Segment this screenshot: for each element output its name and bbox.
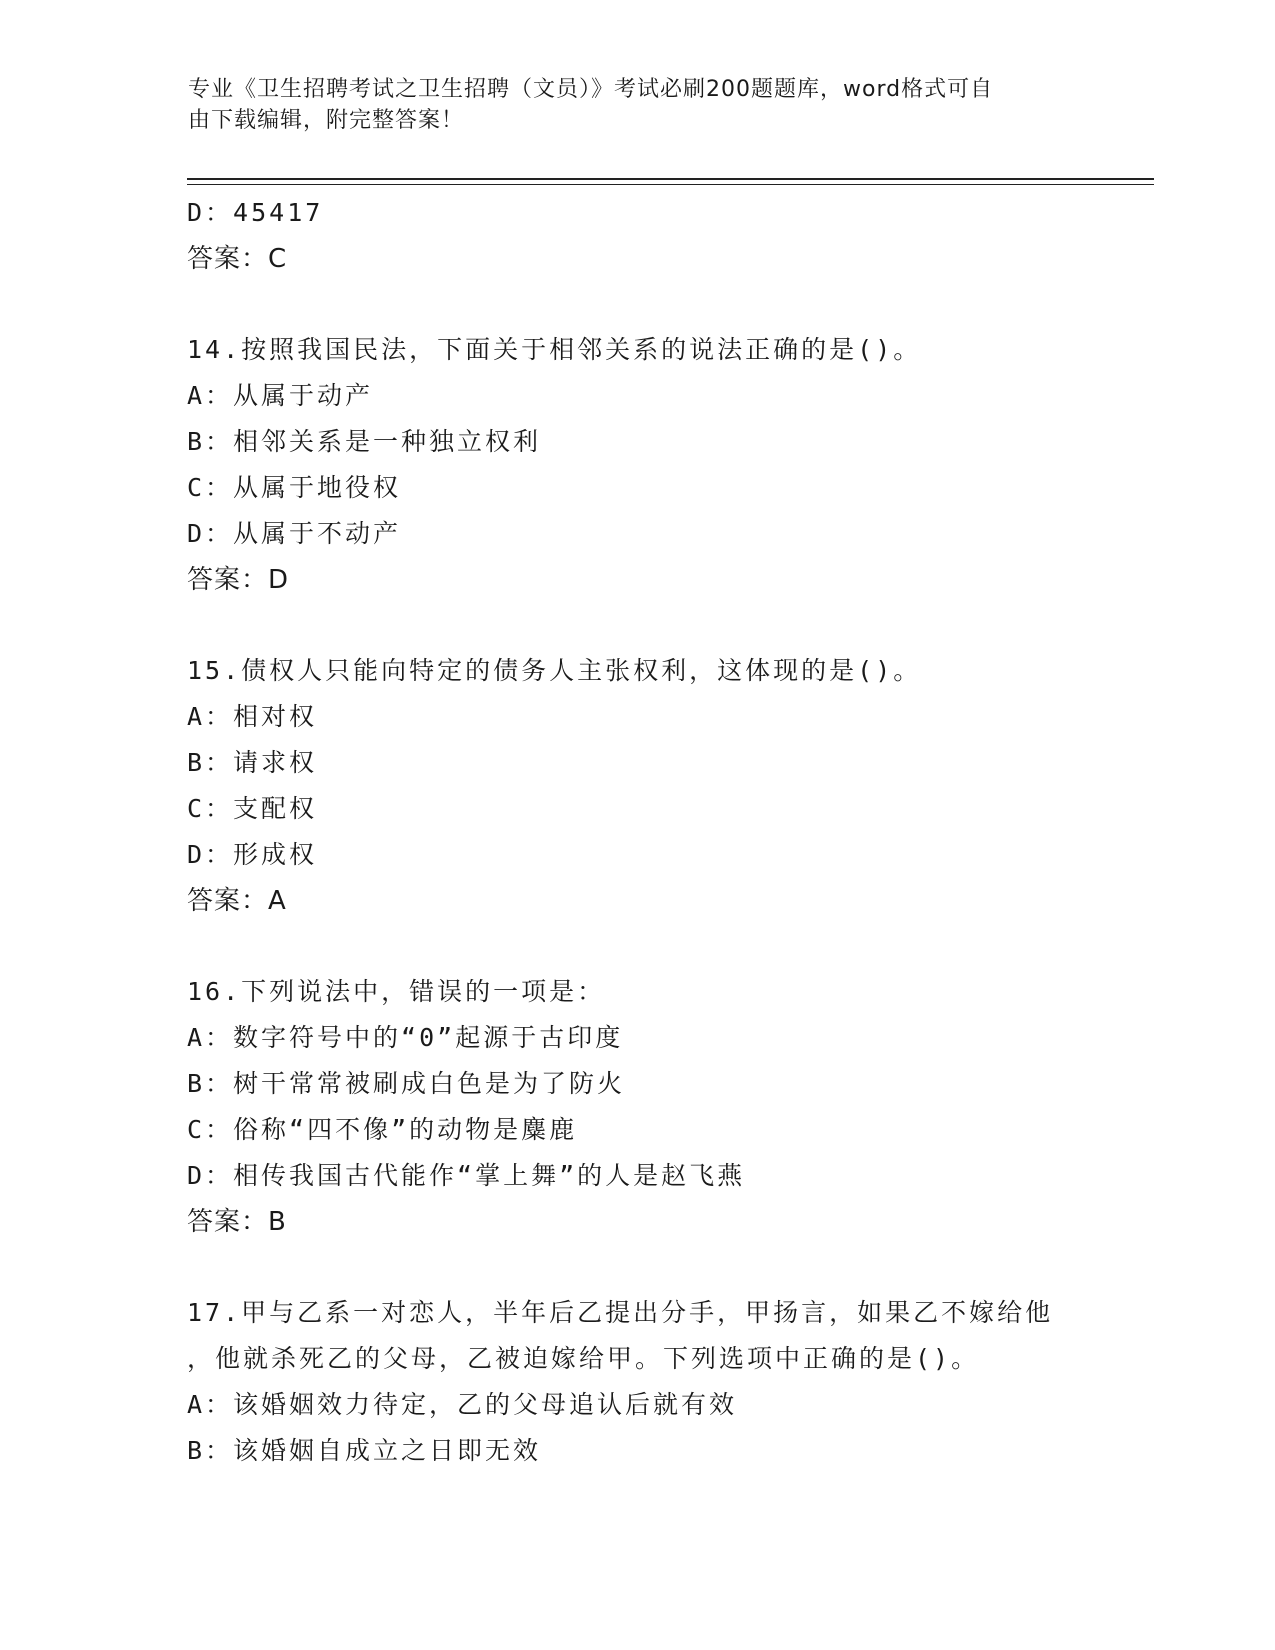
spacer	[187, 282, 1147, 327]
question-stem: 14.按照我国民法，下面关于相邻关系的说法正确的是()。	[187, 335, 922, 364]
option-b: B：请求权	[187, 748, 318, 777]
option-c: C：从属于地役权	[187, 473, 402, 502]
answer-line: 答案：B	[187, 1207, 287, 1237]
answer-line: 答案：C	[187, 244, 288, 274]
question-stem-continued: ，他就杀死乙的父母，乙被迫嫁给甲。下列选项中正确的是()。	[187, 1344, 980, 1373]
option-b: B：该婚姻自成立之日即无效	[187, 1436, 542, 1465]
question-14	[187, 327, 1147, 603]
question-list	[187, 190, 1147, 1474]
option-a: A：该婚姻效力待定，乙的父母追认后就有效	[187, 1390, 738, 1419]
header-divider-thick	[187, 178, 1154, 180]
option-d: D：相传我国古代能作“掌上舞”的人是赵飞燕	[187, 1161, 746, 1190]
option-b: B：树干常常被刷成白色是为了防火	[187, 1069, 626, 1098]
question-16	[187, 969, 1147, 1245]
header-divider-thin	[187, 184, 1154, 185]
option-c: C：支配权	[187, 794, 318, 823]
option-a: A：数字符号中的“0”起源于古印度	[187, 1023, 624, 1052]
header-line-1: 专业《卫生招聘考试之卫生招聘（文员）》考试必刷200题题库，word格式可自	[188, 77, 994, 102]
question-stem: 17.甲与乙系一对恋人，半年后乙提出分手，甲扬言，如果乙不嫁给他	[187, 1298, 1054, 1327]
answer-line: 答案：A	[187, 886, 287, 916]
spacer	[187, 924, 1147, 969]
header-line-2: 由下载编辑，附完整答案！	[188, 108, 465, 133]
previous-question-tail	[187, 190, 1147, 282]
option-c: C：俗称“四不像”的动物是麋鹿	[187, 1115, 578, 1144]
option-d: D：从属于不动产	[187, 519, 402, 548]
spacer	[187, 603, 1147, 648]
document-header	[188, 74, 1088, 136]
option-b: B：相邻关系是一种独立权利	[187, 427, 542, 456]
question-15	[187, 648, 1147, 924]
question-17	[187, 1290, 1147, 1474]
question-stem: 16.下列说法中，错误的一项是：	[187, 977, 606, 1006]
question-stem: 15.债权人只能向特定的债务人主张权利，这体现的是()。	[187, 656, 922, 685]
option-a: A：相对权	[187, 702, 318, 731]
spacer	[187, 1245, 1147, 1290]
option-d: D：形成权	[187, 840, 318, 869]
option-d: D：45417	[187, 198, 324, 227]
option-a: A：从属于动产	[187, 381, 374, 410]
answer-line: 答案：D	[187, 565, 290, 595]
